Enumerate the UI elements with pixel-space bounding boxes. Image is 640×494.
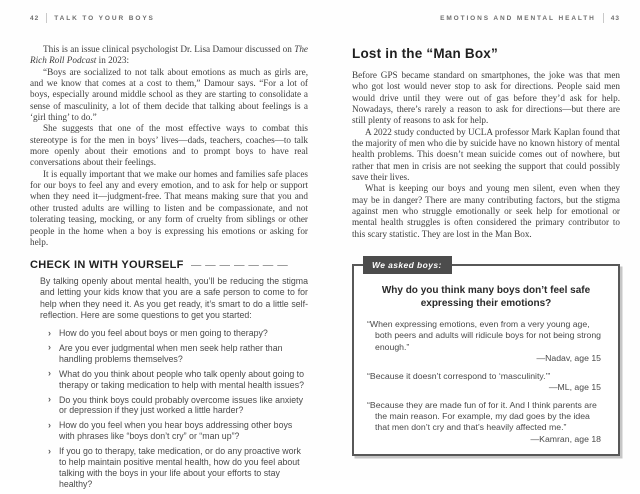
paragraph-intro-before: This is an issue clinical psychologist Dr. Lisa Damour discussed on xyxy=(43,44,295,54)
left-page xyxy=(30,13,308,494)
question-list xyxy=(30,328,308,490)
boy-quote: “When expressing emotions, even from a very young age, both peers and adults will ridicule boys for not being strong enough.” xyxy=(367,319,602,352)
chevron-bullet-icon: › xyxy=(48,445,51,456)
we-asked-boys-box xyxy=(352,260,620,455)
paragraph: It is equally important that we make our homes and families safe places for our boys to feel any and every emotion, and to ask for help or support when they need it—judgment-free. That means making sure that you and other trusted adults are willing to listen and be compassionate, and not tolerating teasing, mocking, or any form of cruelty from siblings or other people in the home when a boy is expressing his emotions or asking for help. xyxy=(30,168,308,247)
paragraph: What is keeping our boys and young men silent, even when they may be in danger? There are many contributing factors, but the stigma against men who struggle emotionally or seek help for emotional or mental health struggles is often considered the primary contributor to this scary statistic. They are lost in the Man Box. xyxy=(352,183,620,239)
list-item xyxy=(48,343,308,365)
chevron-bullet-icon: › xyxy=(48,394,51,405)
boy-quote: “Because it doesn’t correspond to ‘masculinity.’” xyxy=(367,370,551,381)
quote-attribution: —Nadav, age 15 xyxy=(536,352,601,363)
paragraph: A 2022 study conducted by UCLA professor Mark Kaplan found that the majority of men who die by suicide have no known history of mental health problems. This doesn’t mean suicide comes out of nowhere, but rather that men in crisis are not seeking the support that could possibly save their lives. xyxy=(352,126,620,183)
heading-dash-rule: — — — — — — — xyxy=(190,259,289,272)
paragraph-intro-after: in 2023: xyxy=(96,55,130,66)
question-text: If you go to therapy, take medication, or do any proactive work to help maintain positive mental health, how do you feel about talking with the boys in your life about your efforts to stay healthy? xyxy=(59,446,301,489)
check-in-section xyxy=(30,259,308,490)
left-body-text xyxy=(30,44,308,248)
paragraph: “Boys are socialized to not talk about emotions as much as girls are, and we know that comes at a cost to them,” Damour says. “For a lot of boys, especially around middle school as they are starting to consolidate a sense of masculinity, a lot of them decide that talking about feelings is a ‘girl thing’ to do.” xyxy=(30,66,308,123)
running-head-divider xyxy=(46,13,47,23)
list-item xyxy=(48,395,308,417)
check-in-heading xyxy=(30,259,308,271)
question-text: How do you feel when you hear boys addressing other boys with phrases like “boys don’t cry” or “man up”? xyxy=(59,420,293,442)
right-page xyxy=(352,13,620,456)
list-item xyxy=(48,420,308,442)
check-in-heading-label: CHECK IN WITH YOURSELF xyxy=(30,259,184,272)
quote-attribution: —ML, age 15 xyxy=(548,381,601,392)
chevron-bullet-icon: › xyxy=(48,419,51,430)
quote-attribution: —Kamran, age 18 xyxy=(530,433,601,444)
left-page-number: 42 xyxy=(30,14,40,22)
question-text: What do you think about people who talk openly about going to therapy or taking medication to help with mental health issues? xyxy=(59,368,305,390)
paragraph-intro xyxy=(30,44,308,67)
paragraph: Before GPS became standard on smartphones, the joke was that men who got lost would never stop to ask for directions. People said men would drive until they were out of gas before they’d ask for help. Nowadays, there’s rarely a reason to ask for directions—but there are still plenty of reasons to ask for help. xyxy=(352,70,620,126)
right-page-number: 43 xyxy=(610,14,620,22)
list-item xyxy=(48,328,308,339)
question-text: Do you think boys could probably overcome issues like anxiety or depression if they just worked a little harder? xyxy=(59,394,303,416)
list-item xyxy=(48,446,308,490)
question-text: Are you ever judgmental when men seek help rather than handling problems themselves? xyxy=(59,342,283,364)
we-asked-boys-badge: We asked boys: xyxy=(363,256,452,274)
paragraph: She suggests that one of the most effective ways to combat this stereotype is for the men in boys’ lives—dads, teachers, coaches—to talk more openly about their emotions and to prompt boys to have real conversations about their feelings. xyxy=(30,123,308,168)
section-title: Lost in the “Man Box” xyxy=(352,46,498,61)
asked-question-heading: Why do you think many boys don’t feel safe expressing their emotions? xyxy=(381,285,591,310)
boy-quote: “Because they are made fun of for it. And I think parents are the main reason. For example, my dad goes by the idea that men don’t cry and that’s heavily affected me.” xyxy=(367,399,597,433)
podcast-title-italic: The Rich Roll Podcast xyxy=(30,44,308,66)
chevron-bullet-icon: › xyxy=(48,327,51,338)
right-running-head xyxy=(352,13,620,23)
left-running-head xyxy=(30,13,308,23)
question-text: How do you feel about boys or men going to therapy? xyxy=(59,328,268,338)
check-in-intro: By talking openly about mental health, you’ll be reducing the stigma and letting your kids know that you are a safe person to come to for help when they need it. As you get ready, it’s smart to do a little self-reflection. Here are some questions to get you started: xyxy=(40,276,308,320)
running-head-divider xyxy=(603,13,604,23)
chevron-bullet-icon: › xyxy=(48,342,51,353)
chevron-bullet-icon: › xyxy=(48,368,51,379)
left-running-head-label: TALK TO YOUR BOYS xyxy=(54,14,155,22)
right-body-text xyxy=(352,70,620,240)
list-item xyxy=(48,369,308,391)
right-running-head-label: EMOTIONS AND MENTAL HEALTH xyxy=(440,14,596,22)
